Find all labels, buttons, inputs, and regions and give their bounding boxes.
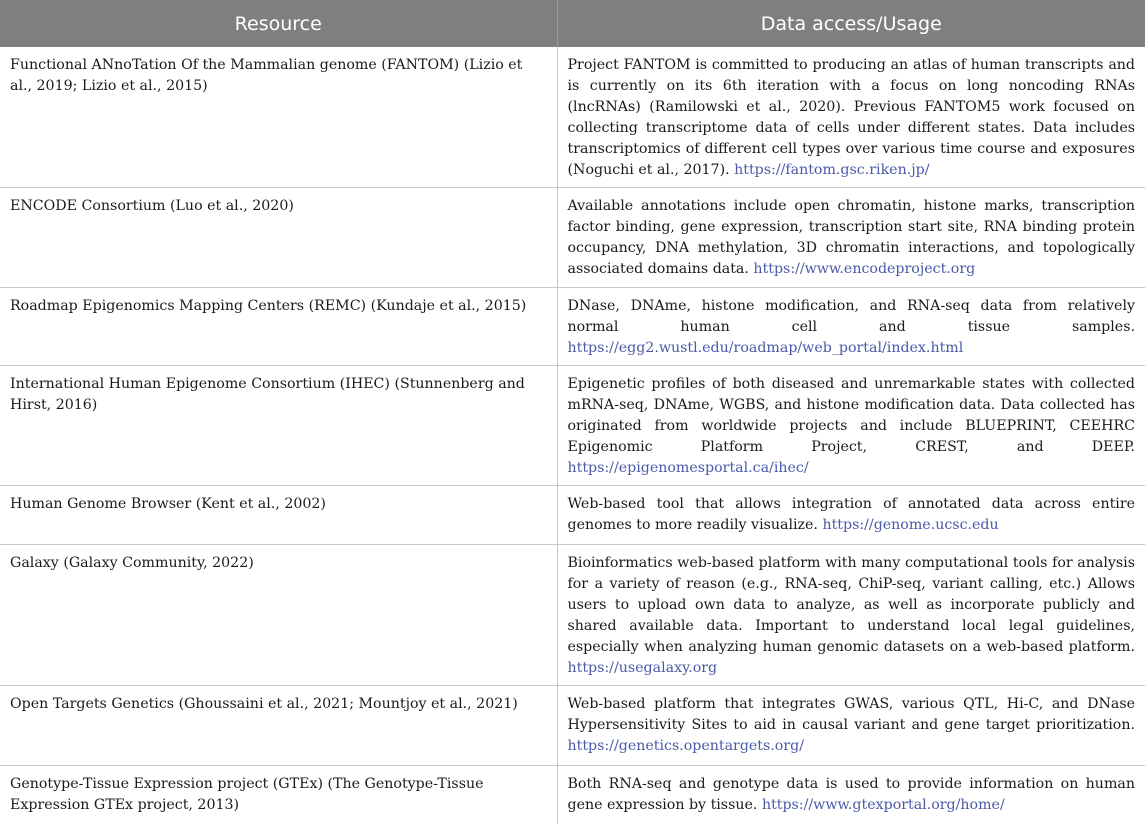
usage-cell (557, 188, 1145, 288)
table-row (0, 188, 1145, 288)
resource-cell: ENCODE Consortium (Luo et al., 2020) (0, 188, 557, 288)
resource-link[interactable]: https://usegalaxy.org (567, 660, 718, 676)
table-row (0, 486, 1145, 545)
table-row (0, 766, 1145, 824)
usage-text: Epigenetic profiles of both diseased and unremarkable states with collected mRNA-seq, DNAme, WGBS, and histone modification data. Data collected has originated from worldwide projects and include BLUEPRINT, CEEHRC Epigenomic Platform Project, CREST, and DEEP. (567, 376, 1135, 455)
usage-text: Both RNA-seq and genotype data is used to provide information on human gene expression by tissue. (567, 776, 1135, 813)
resource-link[interactable]: https://genome.ucsc.edu (822, 517, 999, 533)
table-row (0, 288, 1145, 366)
resource-link[interactable]: https://epigenomesportal.ca/ihec/ (567, 460, 809, 476)
usage-cell (557, 766, 1145, 824)
usage-cell (557, 486, 1145, 545)
usage-text: Available annotations include open chromatin, histone marks, transcription factor binding, gene expression, transcription start site, RNA binding protein occupancy, DNA methylation, 3D chromatin interactions, and topologically associated domains data. (567, 198, 1135, 277)
header-usage: Data access/Usage (557, 0, 1145, 47)
usage-cell (557, 686, 1145, 766)
usage-text: Web-based tool that allows integration of annotated data across entire genomes to more readily visualize. (567, 496, 1135, 533)
usage-text: DNase, DNAme, histone modification, and RNA-seq data from relatively normal human cell and tissue samples. (567, 298, 1135, 335)
resource-link[interactable]: https://www.encodeproject.org (753, 261, 976, 277)
table-row (0, 686, 1145, 766)
header-row (0, 0, 1145, 47)
usage-cell (557, 47, 1145, 188)
resource-link[interactable]: https://genetics.opentargets.org/ (567, 738, 804, 754)
header-resource: Resource (0, 0, 557, 47)
resource-cell: Galaxy (Galaxy Community, 2022) (0, 545, 557, 686)
usage-text: Web-based platform that integrates GWAS, various QTL, Hi-C, and DNase Hypersensitivity Sites to aid in causal variant and gene target prioritization. (567, 696, 1135, 733)
resource-cell: Human Genome Browser (Kent et al., 2002) (0, 486, 557, 545)
resource-link[interactable]: https://egg2.wustl.edu/roadmap/web_portal/index.html (567, 340, 964, 356)
table-row (0, 545, 1145, 686)
table-row (0, 47, 1145, 188)
usage-cell (557, 366, 1145, 486)
usage-cell (557, 288, 1145, 366)
resource-cell: International Human Epigenome Consortium (IHEC) (Stunnenberg and Hirst, 2016) (0, 366, 557, 486)
resource-cell: Genotype-Tissue Expression project (GTEx) (The Genotype-Tissue Expression GTEx project, 2013) (0, 766, 557, 824)
resource-link[interactable]: https://www.gtexportal.org/home/ (761, 797, 1005, 813)
resource-cell: Open Targets Genetics (Ghoussaini et al., 2021; Mountjoy et al., 2021) (0, 686, 557, 766)
usage-cell (557, 545, 1145, 686)
resource-cell: Roadmap Epigenomics Mapping Centers (REMC) (Kundaje et al., 2015) (0, 288, 557, 366)
usage-text: Project FANTOM is committed to producing an atlas of human transcripts and is currently on its 6th iteration with a focus on long noncoding RNAs (lncRNAs) (Ramilowski et al., 2020). Previous FANTOM5 work focused on collecting transcriptome data of cells under different states. Data includes transcriptomics of different cell types over various time course and exposures (Noguchi et al., 2017). (567, 57, 1135, 178)
usage-text: Bioinformatics web-based platform with many computational tools for analysis for a variety of reason (e.g., RNA-seq, ChiP-seq, variant calling, etc.) Allows users to upload own data to analyze, as well as incorporate publicly and shared available data. Important to understand local legal guidelines, especially when analyzing human genomic datasets on a web-based platform. (567, 555, 1135, 655)
table-row (0, 366, 1145, 486)
resource-cell: Functional ANnoTation Of the Mammalian genome (FANTOM) (Lizio et al., 2019; Lizio et al., 2015) (0, 47, 557, 188)
resource-link[interactable]: https://fantom.gsc.riken.jp/ (734, 162, 930, 178)
